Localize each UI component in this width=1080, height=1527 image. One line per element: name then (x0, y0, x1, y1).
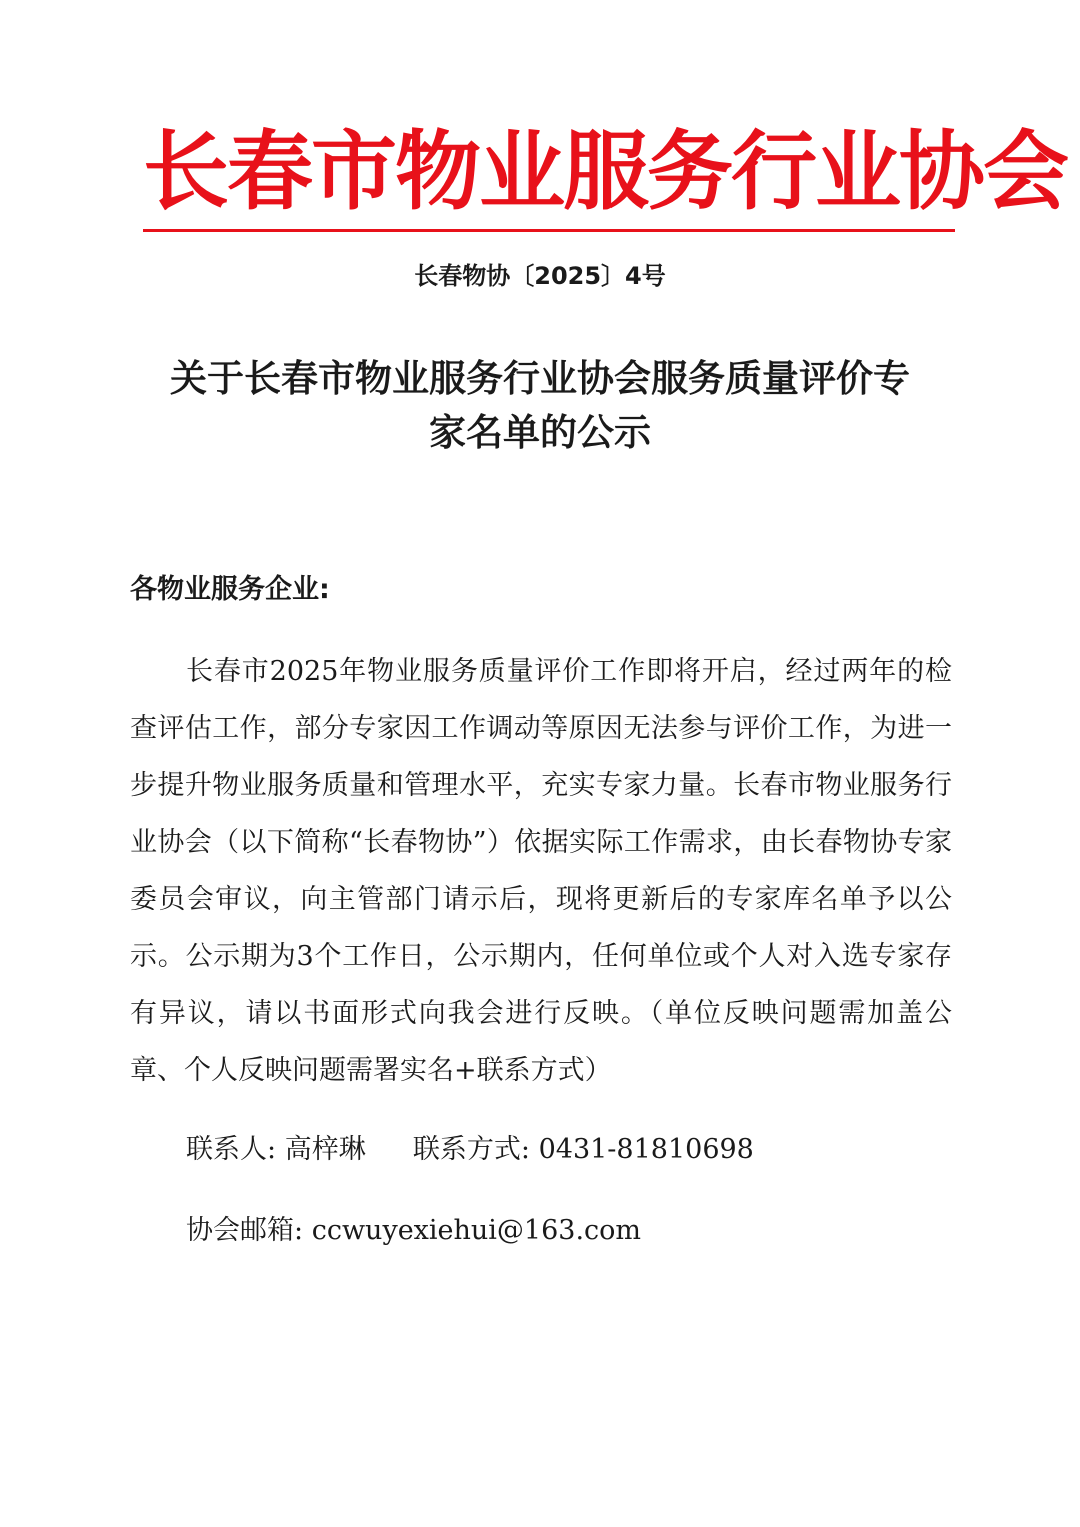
email-label: 协会邮箱: (186, 1215, 304, 1246)
organization-letterhead-title: 长春市物业服务行业协会 (143, 122, 1067, 222)
document-number: 长春物协〔2025〕4号 (414, 262, 666, 290)
body-paragraph: 长春市2025年物业服务质量评价工作即将开启，经过两年的检查评估工作，部分专家因工作调动等原因无法参与评价工作，为进一步提升物业服务质量和管理水平，充实专家力量。长春市物业服务行业协会（以下简称“长春物协”）依据实际工作需求，由长春物协专家委员会审议，向主管部门请示后，现将更新后的专家库名单予以公示。公示期为3个工作日，公示期内，任何单位或个人对入选专家存有异议，请以书面形式向我会进行反映。（单位反映问题需加盖公章、个人反映问题需署实名+联系方式） (130, 656, 952, 1086)
letterhead-red-rule (143, 229, 955, 232)
salutation: 各物业服务企业: (130, 574, 330, 605)
email-address: ccwuyexiehui@163.com (311, 1215, 642, 1246)
contact-phone-label: 联系方式: (412, 1134, 530, 1165)
contact-person-name: 高梓琳 (284, 1134, 366, 1165)
document-title (120, 352, 960, 460)
document-title-line-1: 关于长春市物业服务行业协会服务质量评价专 (170, 357, 910, 400)
contact-phone: 0431-81810698 (538, 1134, 754, 1165)
contact-line (186, 1128, 754, 1172)
contact-person-label: 联系人: (186, 1134, 277, 1165)
email-line (186, 1209, 641, 1253)
document-title-line-2: 家名单的公示 (429, 411, 651, 454)
